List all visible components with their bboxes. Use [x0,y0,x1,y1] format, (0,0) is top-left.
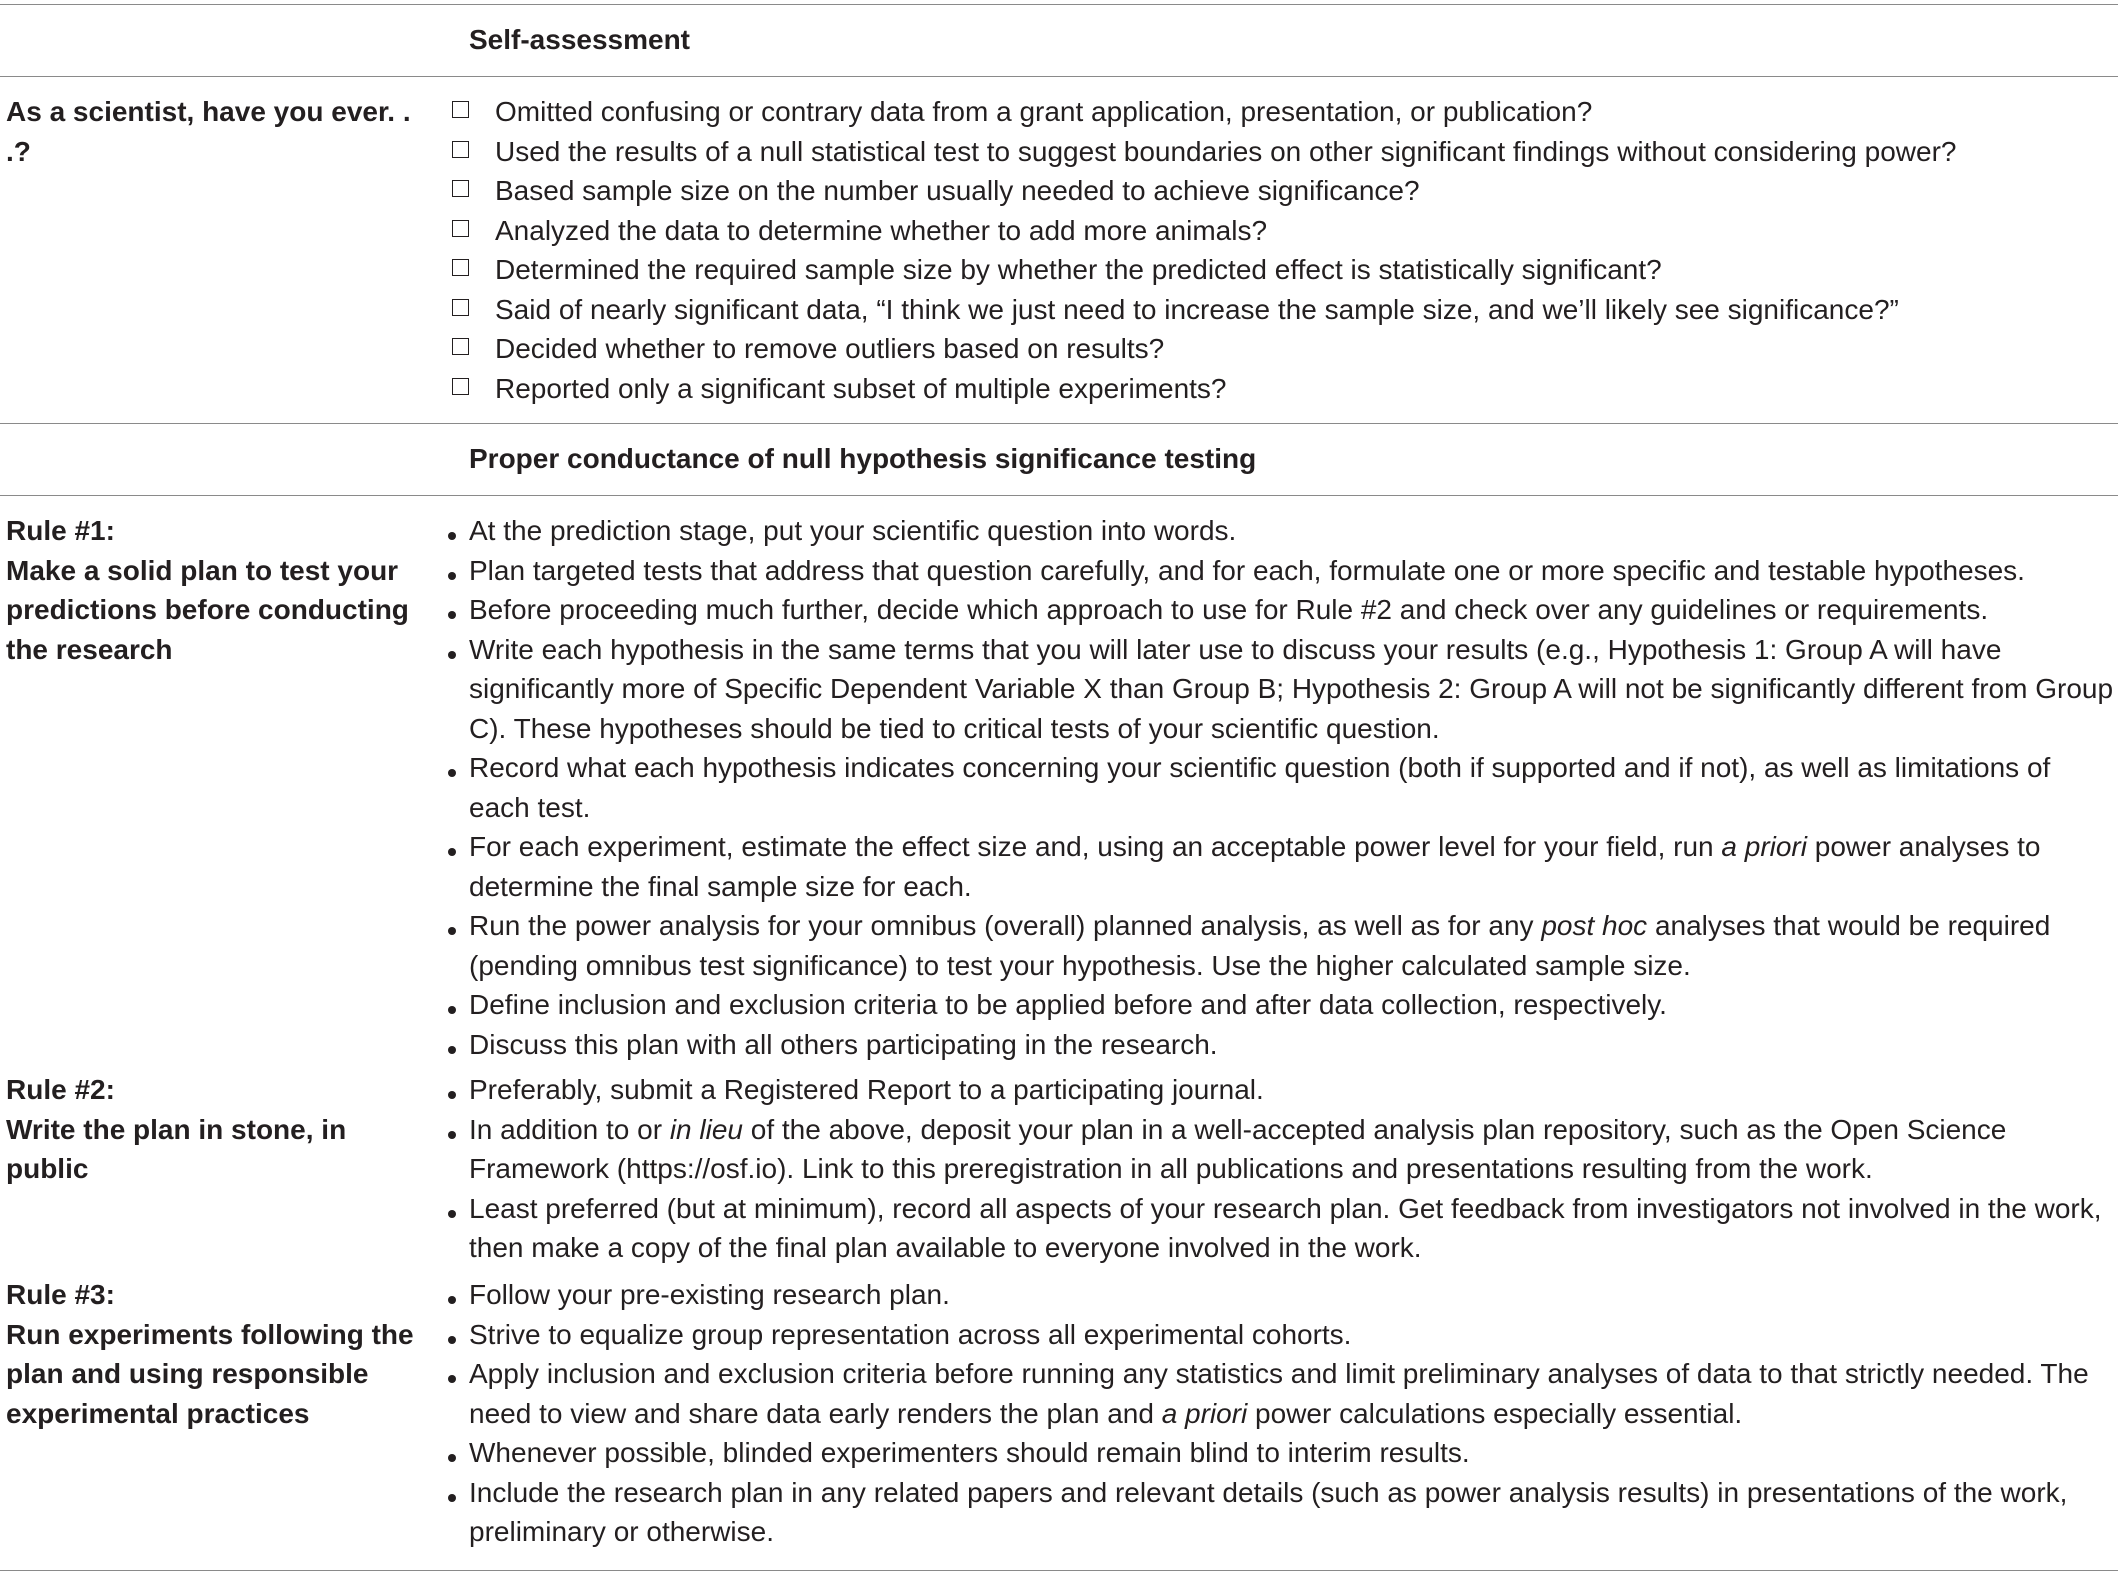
rule-bullet-item [448,551,2116,591]
self-assessment-label: As a scientist, have you ever. . .? [6,96,411,167]
bullet-text: Strive to equalize group representation across all experimental cohorts. [469,1318,1352,1350]
bullet-text: Before proceeding much further, decide which approach to use for Rule #2 and check over any guidelines or requirements. [469,594,1989,625]
bullet-text-continued: of the above, deposit your plan in a well-accepted analysis plan repository, such as the Open Science Framework (https://osf.io). Link to this preregistration in all publications and presentations resulting from the work. [469,1113,2007,1184]
checklist-item [448,171,2116,211]
rule-bullet-item [448,511,2116,551]
rule-bullet-item [448,1315,2116,1355]
bullet-icon [448,1296,456,1304]
rule-2-label [6,1070,436,1189]
checkbox-icon [452,338,469,355]
rule-2-title: Write the plan in stone, in public [6,1113,347,1184]
rule-bullet-item [448,827,2116,906]
bullet-text: Plan targeted tests that address that question carefully, and for each, formulate one or more specific and testable hypotheses. [469,554,2025,586]
bullet-icon [448,1006,456,1014]
checklist-item-text: Used the results of a null statistical test to suggest boundaries on other significant findings without considering power? [495,135,1957,167]
bullet-text-continued: power calculations especially essential. [1247,1397,1743,1429]
rule-bullet-item [448,1354,2116,1433]
bullet-text: Discuss this plan with all others participating in the research. [469,1028,1218,1060]
checkbox-icon [452,141,469,158]
nhst-heading-rule [0,495,2118,496]
bullet-text: Include the research plan in any related papers and relevant details (such as power analysis results) in presentations of the work, preliminary or otherwise. [469,1476,2068,1547]
bullet-icon [448,1454,456,1462]
rule-bullet-item [448,1070,2116,1110]
rule-bullet-item [448,630,2116,749]
rule-2-number: Rule #2: [6,1074,115,1105]
bullet-icon [448,532,456,540]
checklist-item [448,290,2116,330]
checklist-item-text: Reported only a significant subset of multiple experiments? [495,372,1227,404]
checklist-item [448,132,2116,172]
self-assessment-checklist [448,92,2116,408]
bullet-icon [448,1046,456,1054]
bullet-icon [448,1210,456,1218]
rule-1-label [6,511,436,669]
bullet-italic-term: in lieu [669,1113,743,1145]
bullet-icon [448,848,456,856]
bullet-text: In addition to or [469,1113,670,1145]
bullet-text: Preferably, submit a Registered Report to a participating journal. [469,1074,1264,1105]
bullet-italic-term: a priori [1161,1397,1248,1429]
checklist-item-text: Determined the required sample size by whether the predicted effect is statistically significant? [495,254,1662,285]
bullet-icon [448,927,456,935]
checkbox-icon [452,378,469,395]
checkbox-icon [452,299,469,316]
section-rule [0,423,2118,424]
bullet-text: Whenever possible, blinded experimenters should remain blind to interim results. [469,1437,1470,1468]
rule-bullet-item [448,1110,2116,1189]
bullet-text: Follow your pre-existing research plan. [469,1279,950,1310]
top-rule [0,4,2118,5]
bullet-icon [448,651,456,659]
rule-bullet-item [448,906,2116,985]
heading-rule [0,76,2118,77]
bullet-icon [448,1375,456,1383]
checkbox-icon [452,180,469,197]
rule-3-list [448,1275,2116,1552]
rule-bullet-item [448,1025,2116,1065]
bullet-text: Apply inclusion and exclusion criteria before running any statistics and limit preliminary analyses of data to that strictly needed. The need to view and share data early renders the plan and [469,1358,2089,1429]
rule-1-title: Make a solid plan to test your predictions before conducting the research [6,554,409,665]
bullet-italic-term: a priori [1721,831,1807,862]
checklist-item-text: Based sample size on the number usually needed to achieve significance? [495,175,1420,206]
checklist-item [448,211,2116,251]
checklist-item-text: Omitted confusing or contrary data from a grant application, presentation, or publication? [495,96,1593,127]
bullet-text-continued: analyses that would be required (pending omnibus test significance) to test your hypothesis. Use the higher calculated sample size. [469,910,2051,981]
checklist-item [448,329,2116,369]
bullet-italic-term: post hoc [1541,910,1648,941]
rule-1-number: Rule #1: [6,515,115,546]
bullet-text-continued: power analyses to determine the final sample size for each. [469,831,2041,902]
rule-3-title: Run experiments following the plan and using responsible experimental practices [6,1318,414,1429]
rule-bullet-item [448,748,2116,827]
rule-bullet-item [448,1473,2116,1552]
bullet-text: At the prediction stage, put your scientific question into words. [469,515,1237,546]
bullet-icon [448,611,456,619]
checklist-item-text: Said of nearly significant data, “I think we just need to increase the sample size, and we’ll likely see significance?” [495,293,1899,325]
checklist-item [448,92,2116,132]
checkbox-icon [452,259,469,276]
checklist-item [448,250,2116,290]
checkbox-icon [452,101,469,118]
bullet-icon [448,1131,456,1139]
checklist-item-text: Analyzed the data to determine whether to add more animals? [495,214,1268,246]
rule-bullet-item [448,1433,2116,1473]
rule-3-label [6,1275,436,1433]
rule-bullet-item [448,985,2116,1025]
bullet-text: Define inclusion and exclusion criteria to be applied before and after data collection, respectively. [469,989,1667,1020]
bullet-icon [448,1091,456,1099]
bullet-icon [448,1494,456,1502]
bullet-text: Least preferred (but at minimum), record all aspects of your research plan. Get feedback from investigators not involved in the work, then make a copy of the final plan available to everyone involved in the work. [469,1192,2102,1263]
nhst-heading: Proper conductance of null hypothesis significance testing [469,443,1257,474]
self-assessment-heading: Self-assessment [469,24,691,55]
rule-bullet-item [448,590,2116,630]
bullet-icon [448,1336,456,1344]
bullet-text: Write each hypothesis in the same terms that you will later use to discuss your results (e.g., Hypothesis 1: Group A will have significantly more of Specific Dependent Variable X than Group B; Hypothesis 2: Group A will not be significantly different from Group C). These hypotheses should be tied to critical tests of your scientific question. [469,633,2114,744]
checklist-item-text: Decided whether to remove outliers based on results? [495,333,1165,364]
rule-1-list [448,511,2116,1064]
rule-bullet-item [448,1275,2116,1315]
bottom-rule [0,1570,2118,1571]
rule-3-number: Rule #3: [6,1279,115,1310]
bullet-text: For each experiment, estimate the effect size and, using an acceptable power level for your field, run [469,831,1722,862]
rule-bullet-item [448,1189,2116,1268]
checkbox-icon [452,220,469,237]
checklist-item [448,369,2116,409]
bullet-text: Run the power analysis for your omnibus (overall) planned analysis, as well as for any [469,910,1542,941]
bullet-icon [448,769,456,777]
bullet-icon [448,572,456,580]
bullet-text: Record what each hypothesis indicates concerning your scientific question (both if supported and if not), as well as limitations of each test. [469,752,2051,823]
rule-2-list [448,1070,2116,1268]
